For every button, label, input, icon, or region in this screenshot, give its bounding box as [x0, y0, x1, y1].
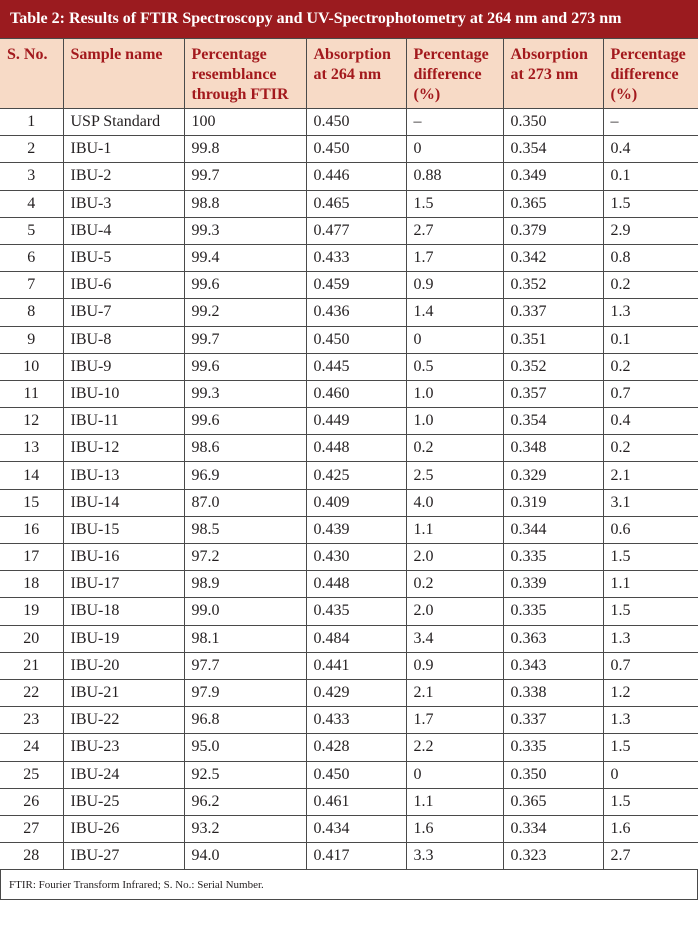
cell-absorption-273: 0.344 — [503, 516, 603, 543]
cell-absorption-264: 0.450 — [306, 326, 406, 353]
cell-absorption-273: 0.338 — [503, 679, 603, 706]
table-row — [0, 462, 698, 489]
cell-pct-diff-273: 1.3 — [603, 299, 698, 326]
cell-absorption-273: 0.337 — [503, 299, 603, 326]
cell-sno: 2 — [0, 136, 63, 163]
cell-pct-diff-264: 3.3 — [406, 843, 503, 870]
table-title: Table 2: Results of FTIR Spectroscopy and UV-Spectrophotometry at 264 nm and 273 nm — [0, 0, 698, 38]
cell-pct-diff-273: 1.1 — [603, 571, 698, 598]
cell-absorption-273: 0.352 — [503, 353, 603, 380]
cell-sample-name: IBU-13 — [63, 462, 184, 489]
cell-absorption-264: 0.439 — [306, 516, 406, 543]
cell-pct-diff-264: 0.5 — [406, 353, 503, 380]
cell-absorption-273: 0.348 — [503, 435, 603, 462]
table-row — [0, 815, 698, 842]
cell-pct-diff-264: 4.0 — [406, 489, 503, 516]
cell-sample-name: IBU-19 — [63, 625, 184, 652]
table-row — [0, 707, 698, 734]
cell-sno: 18 — [0, 571, 63, 598]
header-pct-diff-273: Percentage difference (%) — [603, 39, 698, 109]
cell-pct-diff-264: 0.9 — [406, 652, 503, 679]
table-footnote: FTIR: Fourier Transform Infrared; S. No.: Serial Number. — [0, 870, 698, 900]
cell-pct-diff-264: 0 — [406, 761, 503, 788]
cell-sno: 21 — [0, 652, 63, 679]
cell-absorption-264: 0.448 — [306, 435, 406, 462]
cell-pct-diff-264: – — [406, 109, 503, 136]
cell-absorption-273: 0.349 — [503, 163, 603, 190]
cell-pct-diff-273: 0.2 — [603, 272, 698, 299]
table-row — [0, 272, 698, 299]
header-absorption-273: Absorption at 273 nm — [503, 39, 603, 109]
table-row — [0, 761, 698, 788]
header-pct-diff-264: Percentage difference (%) — [406, 39, 503, 109]
header-ftir-resemblance: Percentage resemblance through FTIR — [184, 39, 306, 109]
table-row — [0, 652, 698, 679]
cell-sno: 12 — [0, 408, 63, 435]
cell-absorption-273: 0.350 — [503, 761, 603, 788]
cell-pct-diff-264: 0 — [406, 136, 503, 163]
cell-absorption-273: 0.343 — [503, 652, 603, 679]
cell-sample-name: IBU-5 — [63, 244, 184, 271]
cell-sno: 1 — [0, 109, 63, 136]
cell-pct-diff-264: 2.1 — [406, 679, 503, 706]
cell-sample-name: IBU-9 — [63, 353, 184, 380]
cell-pct-diff-273: 0.1 — [603, 326, 698, 353]
cell-pct-diff-264: 3.4 — [406, 625, 503, 652]
cell-absorption-264: 0.433 — [306, 707, 406, 734]
cell-pct-diff-273: 3.1 — [603, 489, 698, 516]
cell-sample-name: IBU-6 — [63, 272, 184, 299]
cell-absorption-264: 0.461 — [306, 788, 406, 815]
table-row — [0, 489, 698, 516]
cell-sno: 13 — [0, 435, 63, 462]
cell-ftir-resemblance: 99.7 — [184, 326, 306, 353]
cell-ftir-resemblance: 92.5 — [184, 761, 306, 788]
cell-ftir-resemblance: 96.2 — [184, 788, 306, 815]
cell-ftir-resemblance: 99.8 — [184, 136, 306, 163]
cell-pct-diff-273: 0.4 — [603, 408, 698, 435]
cell-absorption-264: 0.450 — [306, 136, 406, 163]
cell-sno: 27 — [0, 815, 63, 842]
cell-sno: 26 — [0, 788, 63, 815]
cell-sno: 28 — [0, 843, 63, 870]
cell-sno: 9 — [0, 326, 63, 353]
table-row — [0, 380, 698, 407]
cell-ftir-resemblance: 99.3 — [184, 217, 306, 244]
cell-sample-name: IBU-26 — [63, 815, 184, 842]
cell-absorption-264: 0.436 — [306, 299, 406, 326]
cell-pct-diff-273: 2.1 — [603, 462, 698, 489]
cell-pct-diff-273: 1.5 — [603, 190, 698, 217]
table-row — [0, 326, 698, 353]
table-row — [0, 625, 698, 652]
cell-absorption-264: 0.441 — [306, 652, 406, 679]
cell-absorption-264: 0.417 — [306, 843, 406, 870]
table-row — [0, 217, 698, 244]
cell-absorption-273: 0.352 — [503, 272, 603, 299]
cell-sample-name: IBU-27 — [63, 843, 184, 870]
header-sno: S. No. — [0, 39, 63, 109]
cell-absorption-264: 0.450 — [306, 109, 406, 136]
table-row — [0, 516, 698, 543]
cell-ftir-resemblance: 99.6 — [184, 272, 306, 299]
cell-pct-diff-273: 0.4 — [603, 136, 698, 163]
cell-pct-diff-264: 0.9 — [406, 272, 503, 299]
cell-sno: 19 — [0, 598, 63, 625]
cell-ftir-resemblance: 98.1 — [184, 625, 306, 652]
cell-pct-diff-273: 1.5 — [603, 788, 698, 815]
cell-absorption-264: 0.460 — [306, 380, 406, 407]
table-row — [0, 788, 698, 815]
cell-sno: 11 — [0, 380, 63, 407]
cell-sample-name: IBU-4 — [63, 217, 184, 244]
cell-sample-name: IBU-11 — [63, 408, 184, 435]
cell-pct-diff-264: 1.5 — [406, 190, 503, 217]
cell-absorption-273: 0.337 — [503, 707, 603, 734]
cell-pct-diff-273: 0.6 — [603, 516, 698, 543]
table-row — [0, 190, 698, 217]
cell-sno: 24 — [0, 734, 63, 761]
cell-absorption-273: 0.342 — [503, 244, 603, 271]
header-row — [0, 39, 698, 109]
table-row — [0, 109, 698, 136]
cell-absorption-264: 0.450 — [306, 761, 406, 788]
cell-pct-diff-273: 1.5 — [603, 544, 698, 571]
cell-sno: 6 — [0, 244, 63, 271]
cell-ftir-resemblance: 100 — [184, 109, 306, 136]
cell-absorption-264: 0.459 — [306, 272, 406, 299]
cell-sno: 20 — [0, 625, 63, 652]
cell-pct-diff-264: 1.0 — [406, 380, 503, 407]
cell-pct-diff-264: 1.1 — [406, 516, 503, 543]
table-row — [0, 734, 698, 761]
cell-ftir-resemblance: 98.5 — [184, 516, 306, 543]
cell-pct-diff-273: 2.7 — [603, 843, 698, 870]
results-table — [0, 38, 698, 870]
cell-ftir-resemblance: 95.0 — [184, 734, 306, 761]
table-row — [0, 571, 698, 598]
table-row — [0, 408, 698, 435]
cell-ftir-resemblance: 99.7 — [184, 163, 306, 190]
cell-absorption-264: 0.465 — [306, 190, 406, 217]
cell-absorption-264: 0.449 — [306, 408, 406, 435]
cell-pct-diff-264: 1.7 — [406, 244, 503, 271]
cell-absorption-273: 0.354 — [503, 408, 603, 435]
table-row — [0, 598, 698, 625]
cell-pct-diff-264: 2.2 — [406, 734, 503, 761]
cell-sample-name: IBU-12 — [63, 435, 184, 462]
cell-ftir-resemblance: 98.8 — [184, 190, 306, 217]
cell-absorption-273: 0.329 — [503, 462, 603, 489]
cell-absorption-264: 0.484 — [306, 625, 406, 652]
cell-sample-name: IBU-14 — [63, 489, 184, 516]
cell-absorption-264: 0.434 — [306, 815, 406, 842]
cell-ftir-resemblance: 94.0 — [184, 843, 306, 870]
cell-sno: 3 — [0, 163, 63, 190]
cell-sample-name: IBU-22 — [63, 707, 184, 734]
cell-sample-name: IBU-8 — [63, 326, 184, 353]
cell-sample-name: IBU-23 — [63, 734, 184, 761]
cell-absorption-273: 0.334 — [503, 815, 603, 842]
cell-ftir-resemblance: 98.9 — [184, 571, 306, 598]
cell-pct-diff-264: 1.4 — [406, 299, 503, 326]
cell-sample-name: IBU-17 — [63, 571, 184, 598]
cell-absorption-264: 0.429 — [306, 679, 406, 706]
cell-absorption-273: 0.354 — [503, 136, 603, 163]
cell-pct-diff-264: 0.2 — [406, 435, 503, 462]
cell-pct-diff-264: 0.2 — [406, 571, 503, 598]
cell-sample-name: IBU-7 — [63, 299, 184, 326]
cell-absorption-264: 0.446 — [306, 163, 406, 190]
cell-pct-diff-264: 2.0 — [406, 598, 503, 625]
cell-sample-name: IBU-20 — [63, 652, 184, 679]
cell-pct-diff-273: 0.7 — [603, 652, 698, 679]
cell-pct-diff-273: 0 — [603, 761, 698, 788]
cell-ftir-resemblance: 99.3 — [184, 380, 306, 407]
table-header — [0, 39, 698, 109]
cell-sno: 15 — [0, 489, 63, 516]
table-row — [0, 244, 698, 271]
table-row — [0, 679, 698, 706]
cell-pct-diff-273: 1.3 — [603, 707, 698, 734]
cell-absorption-264: 0.477 — [306, 217, 406, 244]
cell-pct-diff-264: 1.1 — [406, 788, 503, 815]
cell-sample-name: IBU-25 — [63, 788, 184, 815]
cell-sample-name: IBU-10 — [63, 380, 184, 407]
cell-pct-diff-273: 0.1 — [603, 163, 698, 190]
table-row — [0, 163, 698, 190]
cell-absorption-264: 0.448 — [306, 571, 406, 598]
cell-absorption-273: 0.379 — [503, 217, 603, 244]
cell-ftir-resemblance: 99.0 — [184, 598, 306, 625]
cell-sno: 14 — [0, 462, 63, 489]
cell-pct-diff-264: 2.0 — [406, 544, 503, 571]
cell-ftir-resemblance: 87.0 — [184, 489, 306, 516]
cell-ftir-resemblance: 99.6 — [184, 353, 306, 380]
table-row — [0, 435, 698, 462]
cell-absorption-264: 0.435 — [306, 598, 406, 625]
cell-pct-diff-264: 0.88 — [406, 163, 503, 190]
cell-pct-diff-264: 2.5 — [406, 462, 503, 489]
cell-sno: 16 — [0, 516, 63, 543]
cell-absorption-273: 0.335 — [503, 598, 603, 625]
cell-sno: 23 — [0, 707, 63, 734]
cell-absorption-273: 0.351 — [503, 326, 603, 353]
header-absorption-264: Absorption at 264 nm — [306, 39, 406, 109]
table-row — [0, 299, 698, 326]
cell-pct-diff-273: 1.5 — [603, 734, 698, 761]
cell-sno: 7 — [0, 272, 63, 299]
cell-pct-diff-264: 1.0 — [406, 408, 503, 435]
cell-sno: 25 — [0, 761, 63, 788]
cell-pct-diff-273: 2.9 — [603, 217, 698, 244]
cell-pct-diff-273: 1.5 — [603, 598, 698, 625]
cell-ftir-resemblance: 99.4 — [184, 244, 306, 271]
cell-sno: 17 — [0, 544, 63, 571]
cell-ftir-resemblance: 93.2 — [184, 815, 306, 842]
cell-absorption-273: 0.323 — [503, 843, 603, 870]
cell-ftir-resemblance: 99.6 — [184, 408, 306, 435]
cell-pct-diff-264: 1.7 — [406, 707, 503, 734]
cell-absorption-273: 0.339 — [503, 571, 603, 598]
cell-sno: 8 — [0, 299, 63, 326]
cell-ftir-resemblance: 97.2 — [184, 544, 306, 571]
cell-pct-diff-264: 1.6 — [406, 815, 503, 842]
cell-absorption-264: 0.433 — [306, 244, 406, 271]
cell-sample-name: IBU-21 — [63, 679, 184, 706]
cell-absorption-264: 0.409 — [306, 489, 406, 516]
cell-sno: 4 — [0, 190, 63, 217]
cell-sample-name: IBU-1 — [63, 136, 184, 163]
cell-pct-diff-273: 1.3 — [603, 625, 698, 652]
cell-pct-diff-273: – — [603, 109, 698, 136]
cell-ftir-resemblance: 97.7 — [184, 652, 306, 679]
cell-sample-name: IBU-3 — [63, 190, 184, 217]
cell-ftir-resemblance: 96.8 — [184, 707, 306, 734]
cell-absorption-273: 0.335 — [503, 734, 603, 761]
cell-absorption-273: 0.363 — [503, 625, 603, 652]
cell-pct-diff-273: 0.7 — [603, 380, 698, 407]
cell-pct-diff-273: 0.2 — [603, 353, 698, 380]
cell-absorption-273: 0.335 — [503, 544, 603, 571]
cell-sample-name: IBU-16 — [63, 544, 184, 571]
cell-sample-name: USP Standard — [63, 109, 184, 136]
cell-pct-diff-264: 2.7 — [406, 217, 503, 244]
cell-sample-name: IBU-15 — [63, 516, 184, 543]
table-row — [0, 544, 698, 571]
table-row — [0, 843, 698, 870]
cell-pct-diff-273: 0.8 — [603, 244, 698, 271]
cell-sno: 22 — [0, 679, 63, 706]
cell-pct-diff-273: 1.2 — [603, 679, 698, 706]
cell-sample-name: IBU-24 — [63, 761, 184, 788]
cell-sno: 5 — [0, 217, 63, 244]
cell-sno: 10 — [0, 353, 63, 380]
cell-absorption-264: 0.428 — [306, 734, 406, 761]
cell-ftir-resemblance: 97.9 — [184, 679, 306, 706]
cell-absorption-264: 0.425 — [306, 462, 406, 489]
cell-pct-diff-264: 0 — [406, 326, 503, 353]
cell-absorption-264: 0.445 — [306, 353, 406, 380]
cell-absorption-273: 0.319 — [503, 489, 603, 516]
cell-ftir-resemblance: 99.2 — [184, 299, 306, 326]
header-sample-name: Sample name — [63, 39, 184, 109]
table-row — [0, 136, 698, 163]
cell-absorption-273: 0.365 — [503, 190, 603, 217]
cell-sample-name: IBU-2 — [63, 163, 184, 190]
cell-pct-diff-273: 0.2 — [603, 435, 698, 462]
table-row — [0, 353, 698, 380]
cell-absorption-273: 0.357 — [503, 380, 603, 407]
cell-absorption-273: 0.350 — [503, 109, 603, 136]
table-body — [0, 109, 698, 870]
cell-pct-diff-273: 1.6 — [603, 815, 698, 842]
cell-sample-name: IBU-18 — [63, 598, 184, 625]
cell-ftir-resemblance: 96.9 — [184, 462, 306, 489]
cell-absorption-264: 0.430 — [306, 544, 406, 571]
cell-absorption-273: 0.365 — [503, 788, 603, 815]
cell-ftir-resemblance: 98.6 — [184, 435, 306, 462]
